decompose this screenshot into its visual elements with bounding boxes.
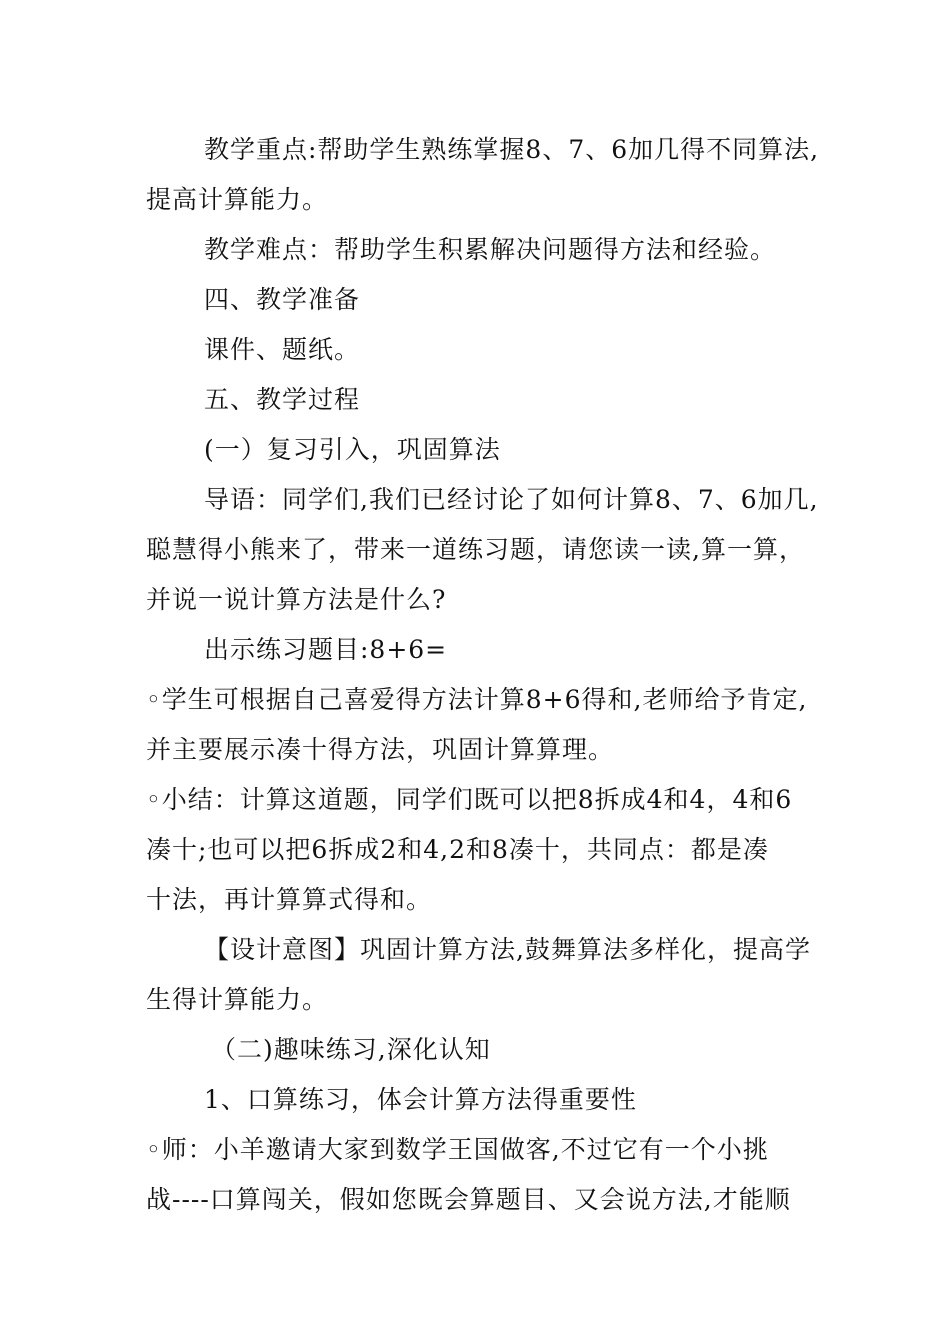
text-line-student-method: ◦学生可根据自己喜爱得方法计算8+6得和,老师给予肯定, (146, 685, 808, 714)
text-line-materials: 课件、题纸。 (204, 335, 361, 364)
text-line-key-points-cont: 提高计算能力。 (146, 185, 329, 214)
text-line-design-intent-cont: 生得计算能力。 (146, 985, 329, 1014)
text-line-oral-practice: 1、口算练习，体会计算方法得重要性 (204, 1085, 637, 1114)
text-line-teacher-cont: 战----口算闯关，假如您既会算题目、又会说方法,才能顺 (146, 1185, 791, 1214)
text-line-summary-cont-2: 十法，再计算算式得和。 (146, 885, 433, 914)
subsection-heading-review: (一）复习引入，巩固算法 (204, 435, 501, 464)
text-line-intro-cont-2: 并说一说计算方法是什么? (146, 585, 447, 614)
text-line-key-points: 教学重点:帮助学生熟练掌握8、7、6加几得不同算法, (204, 135, 820, 164)
text-line-teacher: ◦师：小羊邀请大家到数学王国做客,不过它有一个小挑 (146, 1135, 769, 1164)
text-line-summary: ◦小结：计算这道题，同学们既可以把8拆成4和4，4和6 (146, 785, 793, 814)
section-heading-preparation: 四、教学准备 (204, 285, 361, 314)
text-line-difficulties: 教学难点：帮助学生积累解决问题得方法和经验。 (204, 235, 777, 264)
text-line-exercise: 出示练习题目:8+6= (204, 635, 448, 664)
text-line-intro-cont-1: 聪慧得小熊来了，带来一道练习题，请您读一读,算一算， (146, 535, 805, 564)
text-line-intro: 导语：同学们,我们已经讨论了如何计算8、7、6加几, (204, 485, 819, 514)
text-line-student-method-cont: 并主要展示凑十得方法，巩固计算算理。 (146, 735, 615, 764)
subsection-heading-practice: （二)趣味练习,深化认知 (211, 1035, 491, 1064)
text-line-design-intent: 【设计意图】巩固计算方法,鼓舞算法多样化，提高学 (204, 935, 811, 964)
text-line-summary-cont-1: 凑十;也可以把6拆成2和4,2和8凑十，共同点：都是凑 (146, 835, 769, 864)
section-heading-process: 五、教学过程 (204, 385, 361, 414)
